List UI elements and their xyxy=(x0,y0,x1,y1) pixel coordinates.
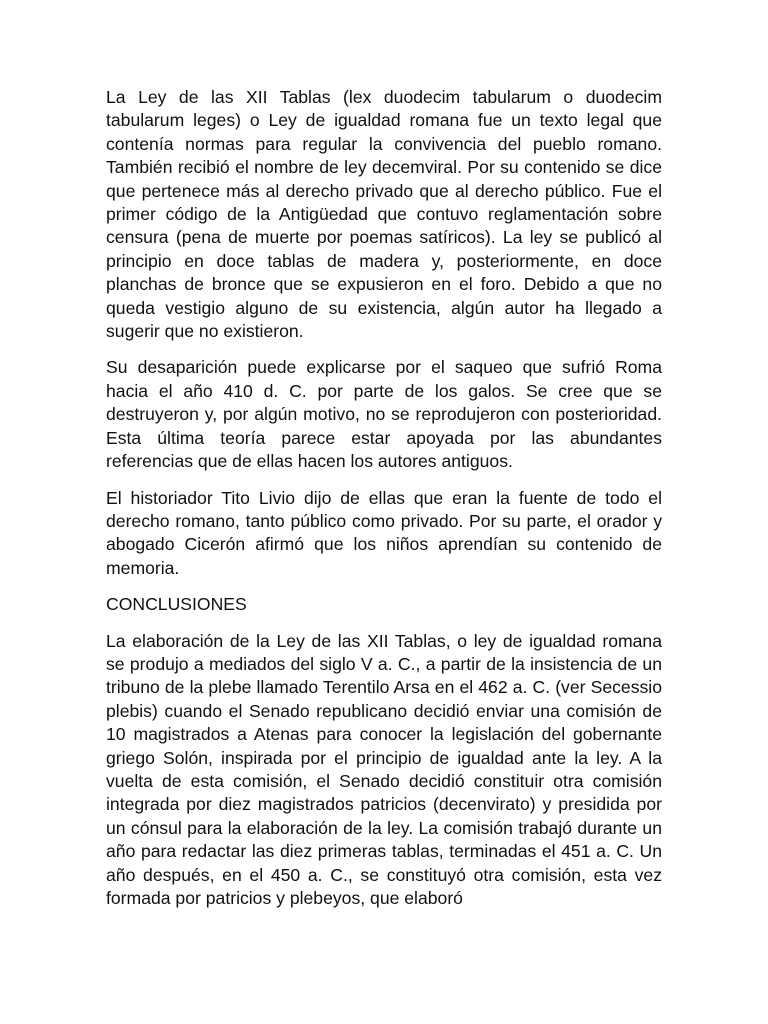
section-heading: CONCLUSIONES xyxy=(106,594,247,615)
conclusion-paragraph: La elaboración de la Ley de las XII Tablas, o ley de igualdad romana se produjo a mediados del siglo V a. C., a partir de la insistencia de un tribuno de la plebe llamado Terentilo Arsa en el 462 a. C. (ver Secessio plebis) cuando el Senado republicano decidió enviar una comisión de 10 magistrados a Atenas para conocer la legislación del gobernante griego Solón, inspirada por el principio de igualdad ante la ley. A la vuelta de esta comisión, el Senado decidió constituir otra comisión integrada por diez magistrados patricios (decenvirato) y presidida por un cónsul para la elaboración de la ley. La comisión trabajó durante un año para redactar las diez primeras tablas, terminadas el 451 a. C. Un año después, en el 450 a. C., se constituyó otra comisión, esta vez formada por patricios y plebeyos, que elaboró xyxy=(106,630,662,908)
paragraph-1: La Ley de las XII Tablas (lex duodecim tabularum o duodecim tabularum leges) o Ley de igualdad romana fue un texto legal que contenía normas para regular la convivencia del pueblo romano. También recibió el nombre de ley decemviral. Por su contenido se dice que pertenece más al derecho privado que al derecho público. Fue el primer código de la Antigüedad que contuvo reglamentación sobre censura (pena de muerte por poemas satíricos). La ley se publicó al principio en doce tablas de madera y, posteriormente, en doce planchas de bronce que se expusieron en el foro. Debido a que no queda vestigio alguno de su existencia, algún autor ha llegado a sugerir que no existieron. xyxy=(106,87,662,342)
paragraph-2: Su desaparición puede explicarse por el saqueo que sufrió Roma hacia el año 410 d. C. por parte de los galos. Se cree que se destruyeron y, por algún motivo, no se reprodujeron con posterioridad. Esta última teoría parece estar apoyada por las abundantes referencias que de ellas hacen los autores antiguos. xyxy=(106,357,662,472)
paragraph-3: El historiador Tito Livio dijo de ellas que eran la fuente de todo el derecho romano, tanto público como privado. Por su parte, el orador y abogado Cicerón afirmó que los niños aprendían su contenido de memoria. xyxy=(106,487,662,578)
document-body xyxy=(106,86,662,923)
